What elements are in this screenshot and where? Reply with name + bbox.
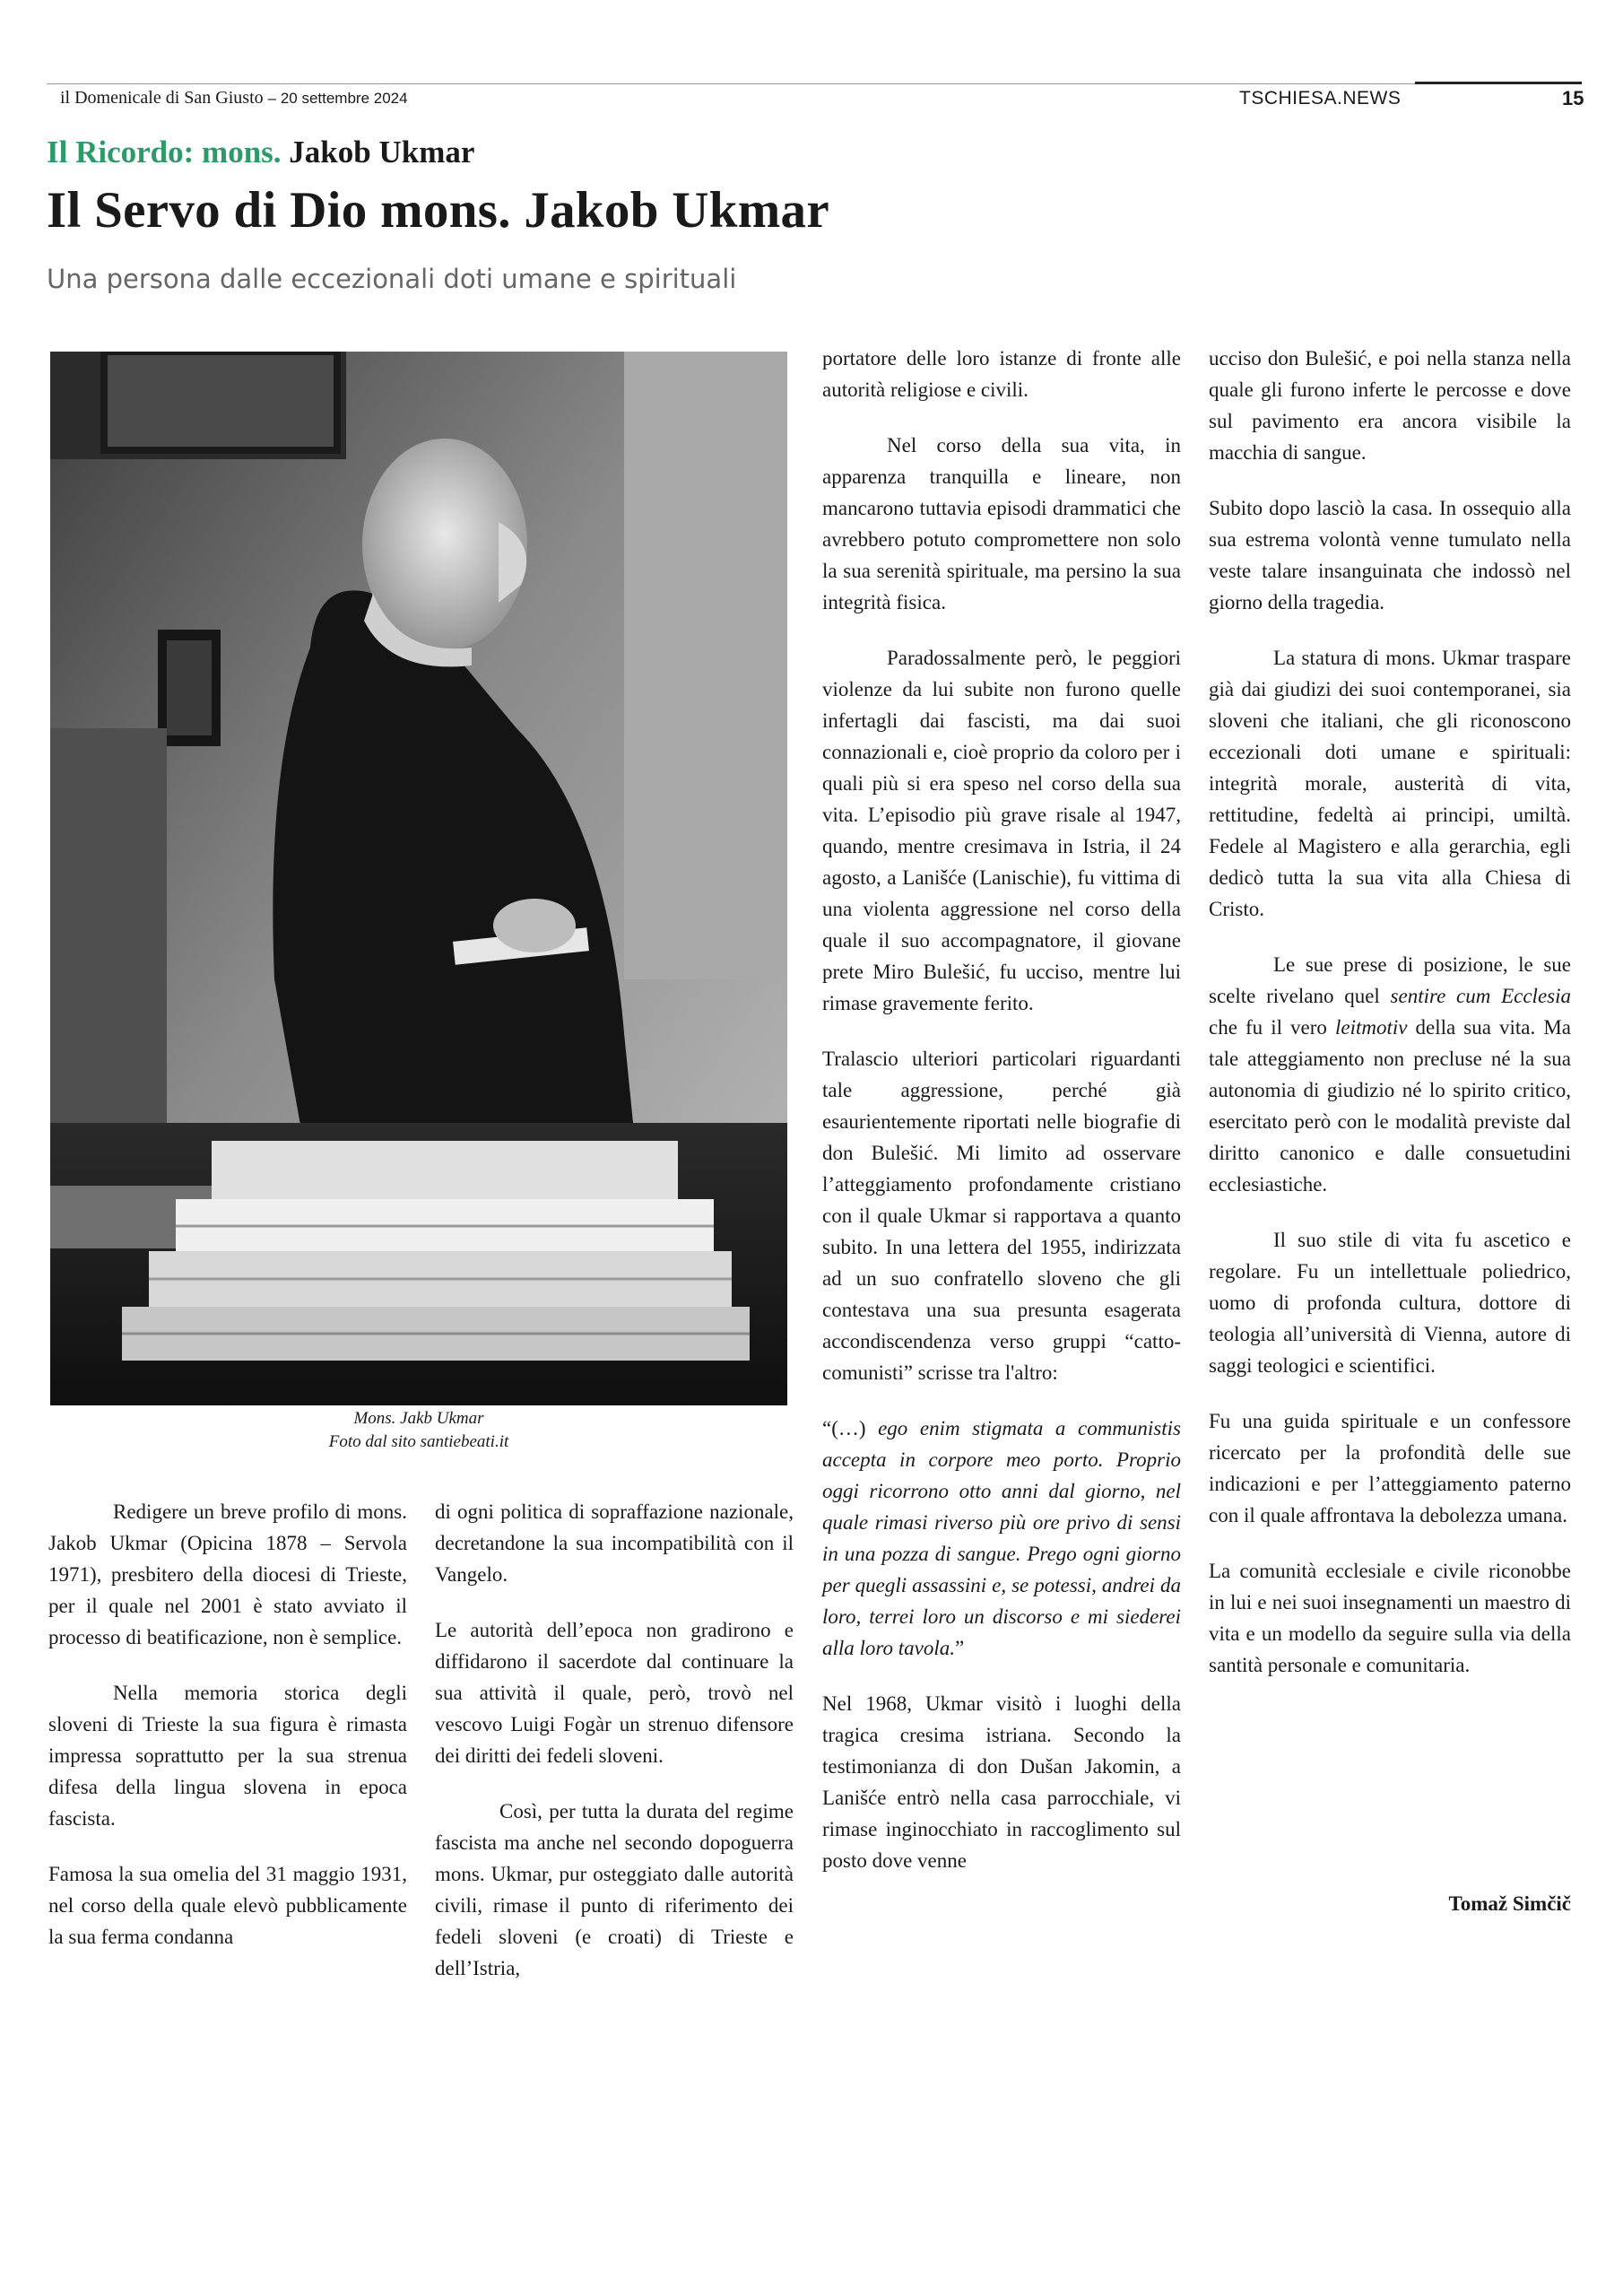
paragraph: La comunità ecclesiale e civile riconobbe in lui e nei suoi insegnamenti un maestro di vita e un modello da seguire sulla via della santità personale e comunitaria.: [1209, 1560, 1571, 1676]
italic-term: leitmotiv: [1334, 1016, 1408, 1039]
paragraph: Redigere un breve profilo di mons. Jakob Ukmar (Opicina 1878 – Servola 1971), presbitero della diocesi di Trieste, per il quale nel 2001 è stato avviato il processo di beatificazione, non è semplice.: [48, 1500, 407, 1648]
portrait-photo: [50, 352, 787, 1405]
quote-text: ego enim stigmata a communistis accepta in corpore meo porto. Proprio oggi ricorrono otto anni dal giorno, nel quale rimasi riverso più ore privo di sensi in una pozza di sangue. Prego ogni giorno per quegli assassini e, se potessi, andrei da loro, terrei loro un discorso e mi siederei alla loro tavola.: [822, 1417, 1181, 1659]
article-column-3: [822, 343, 1181, 1900]
paragraph: Nel corso della sua vita, in apparenza tranquilla e lineare, non mancarono tuttavia episodi drammatici che avrebbero potuto compromettere non solo la sua serenità spirituale, ma persino la sua integrità fisica.: [822, 434, 1181, 613]
kicker: [47, 135, 474, 170]
header-rule: [47, 83, 1582, 84]
photo-caption: [50, 1407, 787, 1454]
text-run: Le sue prese di posizione, le sue scelte rivelano quel: [1209, 953, 1571, 1007]
text-run: della sua vita. Ma tale atteggiamento non precluse né la sua autonomia di giudizio né lo spirito critico, esercitato però con le modalità previste dal diritto canonico e dalle consuetudini ecclesiastiche.: [1209, 1016, 1571, 1196]
paragraph: Subito dopo lasciò la casa. In ossequio alla sua estrema volontà venne tumulato nella veste talare insanguinata che indossò nel giorno della tragedia.: [1209, 497, 1571, 613]
kicker-label: Il Ricordo: mons.: [47, 135, 282, 170]
quote-paragraph: [822, 1413, 1181, 1664]
paragraph: di ogni politica di sopraffazione nazionale, decretandone la sua incompatibilità con il Vangelo.: [435, 1500, 794, 1586]
page-title: Il Servo di Dio mons. Jakob Ukmar: [47, 182, 829, 239]
kicker-name: Jakob Ukmar: [289, 135, 475, 170]
paragraph: Le autorità dell’epoca non gradirono e diffidarono il sacerdote dal continuare la sua attività il quale, però, trovò nel vescovo Luigi Fogàr un strenuo difensore dei diritti dei fedeli sloveni.: [435, 1619, 794, 1767]
paragraph: Tralascio ulteriori particolari riguardanti tale aggressione, perché già esaurientemente riportati nelle biografie di don Bulešić. Mi limito ad osservare l’atteggiamento profondamente cristiano con il quale Ukmar si rapportava a quanto subito. In una lettera del 1955, indirizzata ad un suo confratello sloveno che gli contestava una sua presunta esagerata accondiscendenza verso gruppi “catto-comunisti” scrisse tra l'altro:: [822, 1048, 1181, 1384]
publication-line: [60, 88, 408, 109]
paragraph: Così, per tutta la durata del regime fascista ma anche nel secondo dopoguerra mons. Ukmar, pur osteggiato dalle autorità civili, rimase il punto di riferimento dei fedeli sloveni (e croati) di Trieste e dell’Istria,: [435, 1800, 794, 1979]
paragraph: [1209, 949, 1571, 1200]
text-run: che fu il vero: [1209, 1016, 1335, 1039]
paragraph: Famosa la sua omelia del 31 maggio 1931, nel corso della quale elevò pubblicamente la sua ferma condanna: [48, 1863, 407, 1948]
paragraph: Il suo stile di vita fu ascetico e regolare. Fu un intellettuale poliedrico, uomo di profonda cultura, dottore di teologia all’università di Vienna, autore di saggi teologici e scientifici.: [1209, 1229, 1571, 1377]
paragraph: Nel 1968, Ukmar visitò i luoghi della tragica cresima istriana. Secondo la testimonianza di don Dušan Jakomin, a Lanišće entrò nella casa parrocchiale, vi rimase inginocchiato in raccoglimento sul posto dove venne: [822, 1692, 1181, 1872]
paragraph: Nella memoria storica degli sloveni di Trieste la sua figura è rimasta impressa soprattutto per la sua strenua difesa della lingua slovena in epoca fascista.: [48, 1682, 407, 1830]
caption-line-1: Mons. Jakb Ukmar: [353, 1409, 484, 1428]
article-column-2: [435, 1496, 794, 2008]
caption-line-2: Foto dal sito santiebeati.it: [328, 1432, 509, 1451]
page-number: 15: [1562, 87, 1584, 109]
article-column-1: [48, 1496, 407, 1977]
article-column-4: [1209, 343, 1571, 1705]
site-name: TSCHIESA.NEWS: [1239, 88, 1402, 109]
quote-open: “(…): [822, 1417, 879, 1439]
publication-name: il Domenicale di San Giusto: [60, 88, 264, 108]
paragraph: portatore delle loro istanze di fronte alle autorità religiose e civili.: [822, 347, 1181, 401]
paragraph: ucciso don Bulešić, e poi nella stanza nella quale gli furono inferte le percosse e dove sul pavimento era ancora visibile la macchia di sangue.: [1209, 347, 1571, 464]
subtitle: Una persona dalle eccezionali doti umane e spirituali: [47, 264, 737, 294]
paragraph: La statura di mons. Ukmar traspare già dai giudizi dei suoi contemporanei, sia sloveni che italiani, che gli riconoscono eccezionali doti umane e spirituali: integrità morale, austerità di vita, rettitudine, fedeltà ai principi, umiltà. Fedele al Magistero e alla gerarchia, egli dedicò tutta la sua vita alla Chiesa di Cristo.: [1209, 647, 1571, 920]
header-rule-accent: [1415, 82, 1582, 84]
quote-close: ”: [955, 1637, 965, 1659]
latin-phrase: sentire cum Ecclesia: [1390, 985, 1571, 1007]
publication-date: – 20 settembre 2024: [267, 90, 408, 107]
paragraph: Paradossalmente però, le peggiori violenze da lui subite non furono quelle infertagli dai fascisti, ma dai suoi connazionali e, cioè proprio da coloro per i quali più si era speso nel corso della sua vita. L’episodio più grave risale al 1947, quando, mentre cresimava in Istria, il 24 agosto, a Lanišće (Lanischie), fu vittima di una violenta aggressione nel corso della quale il suo accompagnatore, il giovane prete Miro Bulešić, fu ucciso, mentre lui rimase gravemente ferito.: [822, 647, 1181, 1014]
paragraph: Fu una guida spirituale e un confessore ricercato per la profondità delle sue indicazioni e per l’atteggiamento paterno con il quale affrontava la debolezza umana.: [1209, 1410, 1571, 1526]
author-signature: Tomaž Simčič: [1448, 1892, 1571, 1915]
